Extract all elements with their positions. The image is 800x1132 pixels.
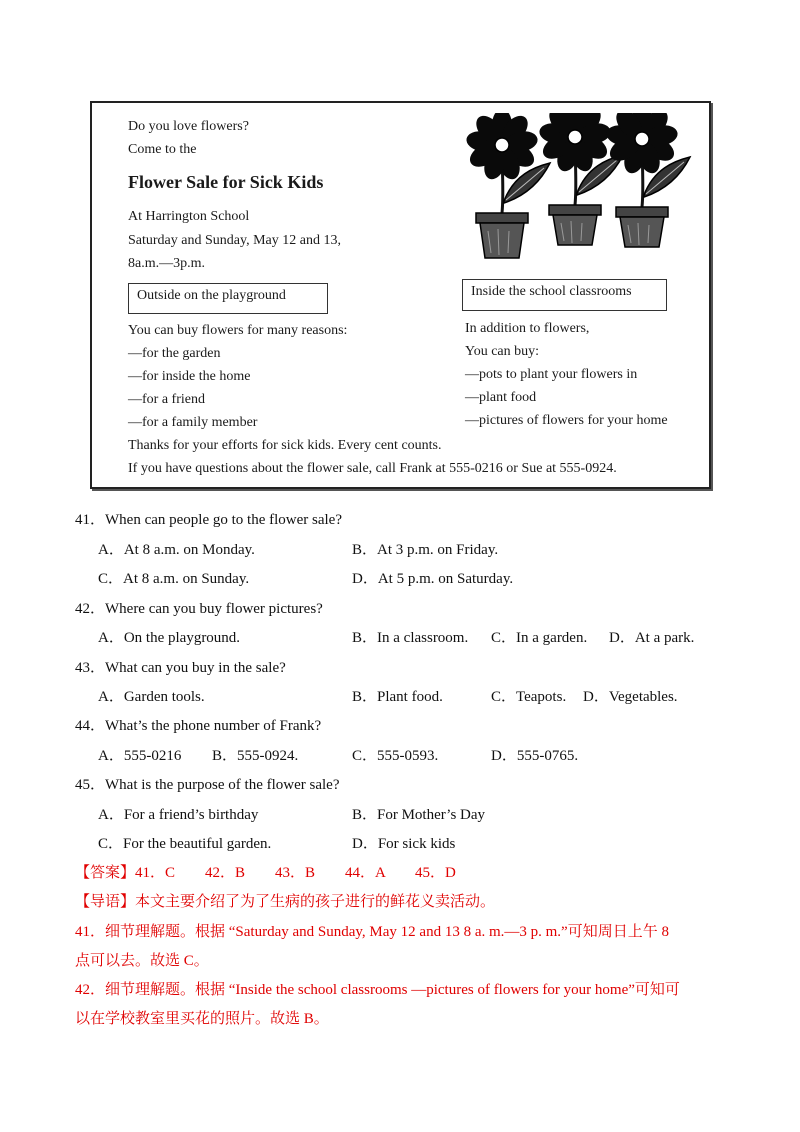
- explanation-42-line-1: 42．细节理解题。根据 “Inside the school classrooms —pictures of flowers for your home”可知可: [75, 982, 680, 998]
- option-41-d: D．At 5 p.m. on Saturday.: [352, 571, 514, 587]
- ad-outside-box: Outside on the playground: [128, 283, 328, 314]
- option-42-d: D．At a park.: [609, 630, 695, 646]
- ad-inside-box: Inside the school classrooms: [462, 279, 667, 311]
- explanation-41-line-1: 41．细节理解题。根据 “Saturday and Sunday, May 12 and 13 8 a. m.—3 p. m.”可知周日上午 8: [75, 924, 669, 940]
- option-41-a: A．At 8 a.m. on Monday.: [98, 542, 255, 558]
- ad-left-line: —for a family member: [128, 415, 258, 430]
- option-43-a: A．Garden tools.: [98, 689, 205, 705]
- option-44-d: D．555-0765.: [491, 748, 579, 764]
- ad-contact: If you have questions about the flower sale, call Frank at 555-0216 or Sue at 555-0924.: [128, 461, 617, 476]
- option-42-c: C．In a garden.: [491, 630, 588, 646]
- ad-title: Flower Sale for Sick Kids: [128, 172, 324, 192]
- option-41-b: B．At 3 p.m. on Friday.: [352, 542, 499, 558]
- question-42: 42．Where can you buy flower pictures?: [75, 601, 323, 617]
- question-41: 41．When can people go to the flower sale?: [75, 512, 342, 528]
- ad-dates: Saturday and Sunday, May 12 and 13,: [128, 233, 341, 248]
- option-44-a: A．555-0216: [98, 748, 182, 764]
- option-44-c: C．555-0593.: [352, 748, 439, 764]
- option-41-c: C．At 8 a.m. on Sunday.: [98, 571, 250, 587]
- ad-left-line: —for the garden: [128, 346, 221, 361]
- ad-line-1: Do you love flowers?: [128, 119, 249, 134]
- guide-text: 【导语】本文主要介绍了为了生病的孩子进行的鲜花义卖活动。: [75, 894, 496, 910]
- ad-thanks: Thanks for your efforts for sick kids. Every cent counts.: [128, 438, 442, 453]
- option-42-b: B．In a classroom.: [352, 630, 469, 646]
- option-45-a: A．For a friend’s birthday: [98, 807, 259, 823]
- option-44-b: B．555-0924.: [212, 748, 299, 764]
- option-45-d: D．For sick kids: [352, 836, 456, 852]
- question-43: 43．What can you buy in the sale?: [75, 660, 286, 676]
- option-43-b: B．Plant food.: [352, 689, 443, 705]
- ad-place: At Harrington School: [128, 209, 250, 224]
- option-42-a: A．On the playground.: [98, 630, 241, 646]
- option-43-c: C．Teapots.: [491, 689, 567, 705]
- explanation-42-line-2: 以在学校教室里买花的照片。故选 B。: [75, 1011, 329, 1027]
- ad-time: 8a.m.—3p.m.: [128, 256, 205, 271]
- option-45-b: B．For Mother’s Day: [352, 807, 486, 823]
- ad-left-line: —for inside the home: [128, 369, 251, 384]
- question-45: 45．What is the purpose of the flower sale?: [75, 777, 340, 793]
- ad-right-line: In addition to flowers,: [465, 321, 590, 336]
- ad-left-line: —for a friend: [128, 392, 205, 407]
- ad-right-line: —pictures of flowers for your home: [465, 413, 668, 428]
- option-45-c: C．For the beautiful garden.: [98, 836, 272, 852]
- flower-pot-3: [605, 113, 690, 247]
- question-44: 44．What’s the phone number of Frank?: [75, 718, 322, 734]
- ad-right-line: —pots to plant your flowers in: [465, 367, 638, 382]
- explanation-41-line-2: 点可以去。故选 C。: [75, 953, 209, 969]
- ad-right-line: You can buy:: [465, 344, 540, 359]
- option-43-d: D．Vegetables.: [583, 689, 678, 705]
- flower-pot-1: [465, 113, 550, 258]
- flower-sale-ad: [90, 101, 711, 489]
- answer-key: 【答案】41．C 42．B 43．B 44．A 45．D: [75, 865, 456, 881]
- potted-flowers-illustration: [457, 113, 697, 263]
- ad-left-line: You can buy flowers for many reasons:: [128, 323, 348, 338]
- ad-line-2: Come to the: [128, 142, 197, 157]
- ad-right-line: —plant food: [465, 390, 537, 405]
